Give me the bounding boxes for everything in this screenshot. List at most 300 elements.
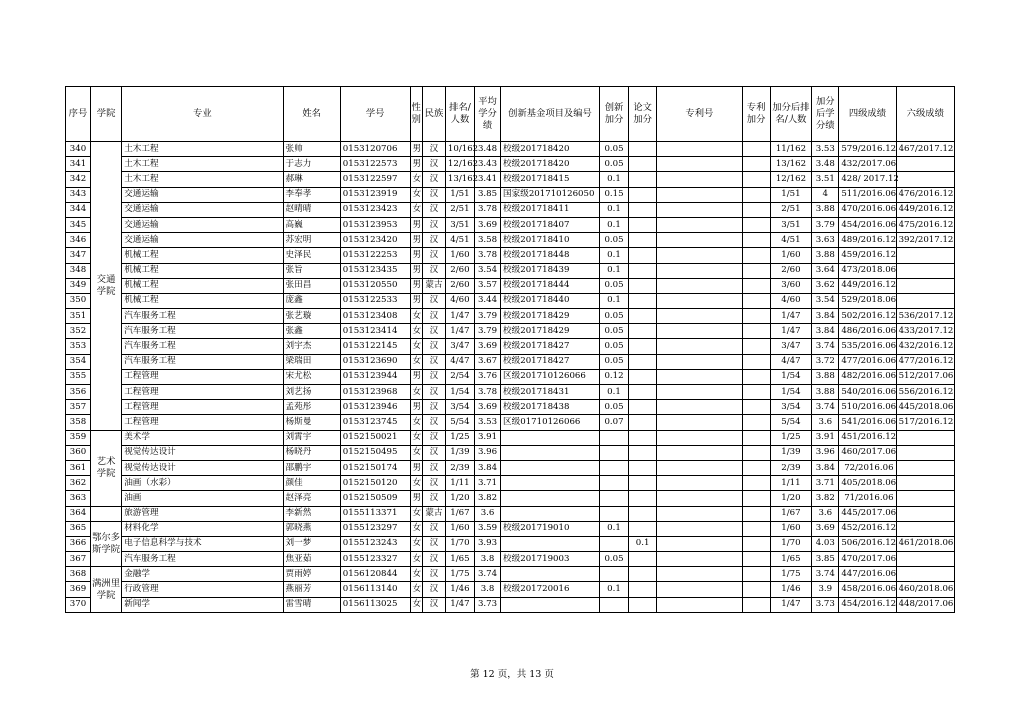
cell-patent-number (657, 552, 742, 567)
cell-patent-number (657, 400, 742, 415)
cell-cet6: 476/2016.12 (896, 187, 954, 202)
cell-gpa-after-bonus: 3.69 (812, 521, 839, 536)
cell-student-id: 0156113140 (340, 582, 410, 597)
cell-gender: 女 (410, 172, 422, 187)
cell-innovation-bonus: 0.1 (599, 293, 628, 308)
cell-cet6: 392/2017.12 (896, 233, 954, 248)
cell-gpa: 3.79 (475, 324, 501, 339)
cell-cet4: 482/2016.06 (839, 369, 896, 384)
cell-ethnicity: 汉 (423, 157, 446, 172)
cell-cet4: 470/2016.06 (839, 202, 896, 217)
cell-gpa-after-bonus: 3.74 (812, 400, 839, 415)
cell-ethnicity: 汉 (423, 491, 446, 506)
cell-cet6: 477/2016.12 (896, 354, 954, 369)
table-row (66, 142, 955, 157)
cell-project: 校级201718438 (501, 400, 600, 415)
cell-major: 交通运输 (122, 202, 283, 217)
cell-project: 校级201718427 (501, 339, 600, 354)
cell-college: 艺术 学院 (90, 430, 121, 506)
cell-student-id: 0153122533 (340, 293, 410, 308)
cell-seq: 362 (66, 476, 91, 491)
table-row (66, 567, 955, 582)
cell-name: 史泽民 (283, 248, 340, 263)
cell-major: 工程管理 (122, 385, 283, 400)
cell-gender: 女 (410, 324, 422, 339)
cell-name: 郝琳 (283, 172, 340, 187)
cell-gender: 男 (410, 142, 422, 157)
cell-rank-after-bonus: 1/47 (770, 597, 812, 612)
cell-project: 区级01710126066 (501, 415, 600, 430)
cell-paper-bonus (629, 248, 657, 263)
cell-name: 杨斯曼 (283, 415, 340, 430)
cell-major: 汽车服务工程 (122, 324, 283, 339)
cell-ethnicity: 汉 (423, 415, 446, 430)
cell-project: 校级201720016 (501, 582, 600, 597)
cell-paper-bonus (629, 506, 657, 521)
cell-innovation-bonus (599, 476, 628, 491)
cell-name: 邵鹏宇 (283, 460, 340, 475)
cell-patent-bonus (742, 217, 770, 232)
cell-gender: 女 (410, 521, 422, 536)
cell-gpa-after-bonus: 4.03 (812, 536, 839, 551)
cell-rank-after-bonus: 12/162 (770, 172, 812, 187)
table-row (66, 597, 955, 612)
cell-cet4: 540/2016.06 (839, 385, 896, 400)
cell-gpa-after-bonus: 3.88 (812, 248, 839, 263)
cell-gpa: 3.74 (475, 567, 501, 582)
cell-project: 校级201718448 (501, 248, 600, 263)
cell-cet4: 454/2016.06 (839, 217, 896, 232)
cell-patent-bonus (742, 233, 770, 248)
cell-student-id: 0152150021 (340, 430, 410, 445)
cell-rank: 1/47 (445, 324, 474, 339)
cell-student-id: 0153123944 (340, 369, 410, 384)
table-row (66, 354, 955, 369)
table-row (66, 324, 955, 339)
cell-gpa-after-bonus: 3.71 (812, 476, 839, 491)
cell-paper-bonus (629, 309, 657, 324)
cell-major: 工程管理 (122, 400, 283, 415)
cell-seq: 368 (66, 567, 91, 582)
cell-patent-number (657, 521, 742, 536)
cell-student-id: 0153123414 (340, 324, 410, 339)
cell-gpa: 3.76 (475, 369, 501, 384)
cell-gender: 女 (410, 445, 422, 460)
table-row (66, 415, 955, 430)
table-row (66, 536, 955, 551)
cell-patent-bonus (742, 263, 770, 278)
header-college: 学院 (90, 87, 121, 142)
cell-rank-after-bonus: 1/46 (770, 582, 812, 597)
cell-innovation-bonus: 0.05 (599, 339, 628, 354)
cell-innovation-bonus: 0.12 (599, 369, 628, 384)
cell-gpa-after-bonus: 3.62 (812, 278, 839, 293)
cell-patent-number (657, 597, 742, 612)
cell-rank-after-bonus: 1/47 (770, 309, 812, 324)
table-row (66, 233, 955, 248)
cell-patent-number (657, 293, 742, 308)
table-row (66, 491, 955, 506)
cell-gpa: 3.69 (475, 339, 501, 354)
cell-paper-bonus (629, 202, 657, 217)
cell-gender: 男 (410, 233, 422, 248)
table-row (66, 202, 955, 217)
cell-cet6 (896, 263, 954, 278)
cell-gender: 男 (410, 293, 422, 308)
cell-rank-after-bonus: 2/51 (770, 202, 812, 217)
cell-cet6 (896, 476, 954, 491)
cell-paper-bonus (629, 339, 657, 354)
cell-patent-number (657, 460, 742, 475)
cell-gpa-after-bonus: 3.85 (812, 552, 839, 567)
cell-ethnicity: 汉 (423, 445, 446, 460)
cell-rank: 1/54 (445, 385, 474, 400)
cell-gpa-after-bonus: 3.74 (812, 567, 839, 582)
cell-gender: 女 (410, 567, 422, 582)
cell-cet4: 405/2018.06 (839, 476, 896, 491)
cell-student-id: 0152150120 (340, 476, 410, 491)
cell-gpa-after-bonus: 3.9 (812, 582, 839, 597)
cell-innovation-bonus: 0.05 (599, 233, 628, 248)
header-rank: 排名/人数 (445, 87, 474, 142)
cell-student-id: 0153123435 (340, 263, 410, 278)
cell-paper-bonus (629, 157, 657, 172)
cell-cet4: 452/2016.12 (839, 521, 896, 536)
cell-ethnicity: 汉 (423, 309, 446, 324)
cell-patent-bonus (742, 536, 770, 551)
cell-patent-bonus (742, 460, 770, 475)
cell-name: 张鑫 (283, 324, 340, 339)
cell-innovation-bonus: 0.05 (599, 354, 628, 369)
cell-name: 杨晓丹 (283, 445, 340, 460)
cell-innovation-bonus: 0.1 (599, 248, 628, 263)
cell-ethnicity: 蒙古 (423, 506, 446, 521)
cell-innovation-bonus: 0.1 (599, 385, 628, 400)
cell-patent-number (657, 385, 742, 400)
table-row (66, 248, 955, 263)
cell-ethnicity: 汉 (423, 142, 446, 157)
cell-gpa-after-bonus: 3.54 (812, 293, 839, 308)
cell-cet4: 486/2016.06 (839, 324, 896, 339)
cell-rank: 1/11 (445, 476, 474, 491)
cell-gpa-after-bonus: 3.72 (812, 354, 839, 369)
cell-student-id: 0155113371 (340, 506, 410, 521)
cell-student-id: 0153123423 (340, 202, 410, 217)
cell-seq: 340 (66, 142, 91, 157)
cell-cet6: 517/2016.12 (896, 415, 954, 430)
cell-name: 刘宇杰 (283, 339, 340, 354)
cell-cet6: 461/2018.06 (896, 536, 954, 551)
cell-rank-after-bonus: 4/51 (770, 233, 812, 248)
cell-cet6: 460/2018.06 (896, 582, 954, 597)
cell-seq: 370 (66, 597, 91, 612)
cell-cet4: 535/2016.06 (839, 339, 896, 354)
cell-name: 燕丽芳 (283, 582, 340, 597)
cell-innovation-bonus: 0.15 (599, 187, 628, 202)
cell-project (501, 476, 600, 491)
cell-seq: 359 (66, 430, 91, 445)
cell-patent-bonus (742, 172, 770, 187)
cell-name: 高巍 (283, 217, 340, 232)
cell-patent-bonus (742, 415, 770, 430)
cell-gender: 男 (410, 400, 422, 415)
cell-paper-bonus (629, 278, 657, 293)
cell-project: 校级201719010 (501, 521, 600, 536)
cell-innovation-bonus: 0.05 (599, 278, 628, 293)
cell-ethnicity: 汉 (423, 552, 446, 567)
cell-cet4: 445/2017.06 (839, 506, 896, 521)
cell-major: 土木工程 (122, 142, 283, 157)
cell-gpa: 3.44 (475, 293, 501, 308)
cell-patent-number (657, 339, 742, 354)
cell-name: 张田昌 (283, 278, 340, 293)
cell-ethnicity: 汉 (423, 567, 446, 582)
cell-seq: 349 (66, 278, 91, 293)
table-row (66, 157, 955, 172)
cell-major: 机械工程 (122, 278, 283, 293)
cell-major: 汽车服务工程 (122, 552, 283, 567)
cell-gpa: 3.67 (475, 354, 501, 369)
cell-project: 校级201718411 (501, 202, 600, 217)
cell-paper-bonus (629, 354, 657, 369)
cell-major: 土木工程 (122, 157, 283, 172)
cell-gender: 男 (410, 460, 422, 475)
cell-patent-bonus (742, 506, 770, 521)
cell-ethnicity: 汉 (423, 248, 446, 263)
cell-cet4: 432/2017.06 (839, 157, 896, 172)
cell-patent-bonus (742, 369, 770, 384)
cell-project: 校级201718439 (501, 263, 600, 278)
cell-name: 庞鑫 (283, 293, 340, 308)
cell-seq: 355 (66, 369, 91, 384)
cell-name: 焦亚茹 (283, 552, 340, 567)
cell-patent-number (657, 476, 742, 491)
cell-paper-bonus (629, 415, 657, 430)
table-row (66, 521, 955, 536)
cell-patent-bonus (742, 324, 770, 339)
cell-patent-number (657, 263, 742, 278)
cell-student-id: 0152150495 (340, 445, 410, 460)
cell-innovation-bonus (599, 430, 628, 445)
cell-rank: 1/47 (445, 309, 474, 324)
cell-patent-number (657, 157, 742, 172)
cell-cet4: 470/2017.06 (839, 552, 896, 567)
cell-cet6 (896, 552, 954, 567)
cell-patent-bonus (742, 278, 770, 293)
cell-project (501, 536, 600, 551)
cell-paper-bonus: 0.1 (629, 536, 657, 551)
cell-ethnicity: 汉 (423, 597, 446, 612)
header-gender: 性别 (410, 87, 422, 142)
cell-patent-bonus (742, 309, 770, 324)
table-row (66, 217, 955, 232)
cell-rank: 3/47 (445, 339, 474, 354)
cell-ethnicity: 汉 (423, 202, 446, 217)
cell-name: 雷雪晴 (283, 597, 340, 612)
cell-seq: 356 (66, 385, 91, 400)
cell-gpa-after-bonus: 3.79 (812, 217, 839, 232)
cell-gpa: 3.41 (475, 172, 501, 187)
cell-cet6: 448/2017.06 (896, 597, 954, 612)
cell-project: 校级201718440 (501, 293, 600, 308)
cell-paper-bonus (629, 385, 657, 400)
cell-paper-bonus (629, 552, 657, 567)
table-row (66, 400, 955, 415)
cell-patent-bonus (742, 597, 770, 612)
cell-gpa-after-bonus: 3.82 (812, 491, 839, 506)
cell-seq: 353 (66, 339, 91, 354)
cell-student-id: 0156113025 (340, 597, 410, 612)
cell-patent-number (657, 217, 742, 232)
cell-project: 校级201718410 (501, 233, 600, 248)
cell-patent-bonus (742, 567, 770, 582)
cell-paper-bonus (629, 324, 657, 339)
cell-seq: 364 (66, 506, 91, 521)
header-cet6: 六级成绩 (896, 87, 954, 142)
cell-rank: 1/25 (445, 430, 474, 445)
cell-name: 贾雨婷 (283, 567, 340, 582)
table-row (66, 460, 955, 475)
cell-rank: 3/51 (445, 217, 474, 232)
cell-innovation-bonus: 0.07 (599, 415, 628, 430)
cell-cet6 (896, 506, 954, 521)
cell-major: 汽车服务工程 (122, 354, 283, 369)
cell-student-id: 0153123953 (340, 217, 410, 232)
cell-gender: 男 (410, 217, 422, 232)
cell-major: 电子信息科学与技术 (122, 536, 283, 551)
cell-ethnicity: 汉 (423, 354, 446, 369)
cell-paper-bonus (629, 491, 657, 506)
cell-cet6 (896, 172, 954, 187)
cell-patent-bonus (742, 400, 770, 415)
cell-patent-bonus (742, 142, 770, 157)
cell-project (501, 460, 600, 475)
cell-rank-after-bonus: 1/54 (770, 385, 812, 400)
cell-cet4: 428/ 2017.12 (839, 172, 896, 187)
cell-innovation-bonus: 0.1 (599, 202, 628, 217)
cell-seq: 358 (66, 415, 91, 430)
cell-patent-number (657, 430, 742, 445)
cell-gpa-after-bonus: 3.84 (812, 309, 839, 324)
cell-patent-bonus (742, 445, 770, 460)
header-student-id: 学号 (340, 87, 410, 142)
cell-seq: 341 (66, 157, 91, 172)
cell-cet4: 71/2016.06 (839, 491, 896, 506)
header-seq: 序号 (66, 87, 91, 142)
cell-project (501, 506, 600, 521)
cell-gpa: 3.79 (475, 309, 501, 324)
cell-name: 于志力 (283, 157, 340, 172)
cell-patent-bonus (742, 339, 770, 354)
header-patent-bonus: 专利加分 (742, 87, 770, 142)
cell-paper-bonus (629, 172, 657, 187)
cell-major: 交通运输 (122, 187, 283, 202)
cell-gpa: 3.8 (475, 552, 501, 567)
cell-student-id: 0153123968 (340, 385, 410, 400)
table-row (66, 339, 955, 354)
cell-gpa-after-bonus: 3.53 (812, 142, 839, 157)
cell-cet4: 529/2018.06 (839, 293, 896, 308)
cell-seq: 357 (66, 400, 91, 415)
cell-gpa: 3.6 (475, 506, 501, 521)
cell-project (501, 445, 600, 460)
cell-rank-after-bonus: 3/60 (770, 278, 812, 293)
cell-rank: 1/39 (445, 445, 474, 460)
cell-college (90, 506, 121, 521)
cell-seq: 346 (66, 233, 91, 248)
cell-rank-after-bonus: 1/47 (770, 324, 812, 339)
cell-rank: 4/47 (445, 354, 474, 369)
cell-ethnicity: 汉 (423, 217, 446, 232)
cell-gpa-after-bonus: 3.6 (812, 415, 839, 430)
cell-cet6 (896, 430, 954, 445)
header-gpa-after-bonus: 加分后学分绩 (812, 87, 839, 142)
cell-cet4: 459/2016.12 (839, 248, 896, 263)
cell-rank: 13/162 (445, 172, 474, 187)
cell-seq: 365 (66, 521, 91, 536)
cell-paper-bonus (629, 217, 657, 232)
cell-project: 校级201718420 (501, 157, 600, 172)
cell-gpa: 3.91 (475, 430, 501, 445)
cell-ethnicity: 汉 (423, 536, 446, 551)
cell-ethnicity: 汉 (423, 263, 446, 278)
cell-major: 金融学 (122, 567, 283, 582)
cell-cet4: 506/2016.12 (839, 536, 896, 551)
cell-rank: 4/60 (445, 293, 474, 308)
cell-cet6: 512/2017.06 (896, 369, 954, 384)
cell-name: 苏宏明 (283, 233, 340, 248)
cell-student-id: 0153122573 (340, 157, 410, 172)
cell-rank: 1/51 (445, 187, 474, 202)
cell-gpa-after-bonus: 3.88 (812, 385, 839, 400)
cell-paper-bonus (629, 142, 657, 157)
cell-cet6: 433/2017.12 (896, 324, 954, 339)
cell-project: 国家级201710126050 (501, 187, 600, 202)
cell-rank-after-bonus: 3/51 (770, 217, 812, 232)
cell-cet6 (896, 293, 954, 308)
cell-cet6 (896, 460, 954, 475)
cell-student-id: 0153123690 (340, 354, 410, 369)
cell-gender: 女 (410, 430, 422, 445)
cell-rank: 1/70 (445, 536, 474, 551)
table-row (66, 445, 955, 460)
cell-major: 视觉传达设计 (122, 445, 283, 460)
cell-innovation-bonus: 0.05 (599, 552, 628, 567)
cell-patent-bonus (742, 157, 770, 172)
table-row (66, 263, 955, 278)
cell-student-id: 0153120706 (340, 142, 410, 157)
cell-paper-bonus (629, 263, 657, 278)
cell-gpa-after-bonus: 3.73 (812, 597, 839, 612)
cell-gpa-after-bonus: 3.88 (812, 202, 839, 217)
cell-patent-bonus (742, 476, 770, 491)
header-name: 姓名 (283, 87, 340, 142)
cell-gpa-after-bonus: 3.6 (812, 506, 839, 521)
cell-rank: 1/60 (445, 248, 474, 263)
cell-innovation-bonus: 0.1 (599, 582, 628, 597)
header-patent-number: 专利号 (657, 87, 742, 142)
cell-major: 机械工程 (122, 293, 283, 308)
cell-cet4: 510/2016.06 (839, 400, 896, 415)
cell-paper-bonus (629, 369, 657, 384)
cell-major: 土木工程 (122, 172, 283, 187)
cell-patent-number (657, 369, 742, 384)
header-gpa: 平均学分绩 (475, 87, 501, 142)
cell-gender: 女 (410, 385, 422, 400)
cell-cet4: 449/2016.12 (839, 278, 896, 293)
cell-rank-after-bonus: 1/54 (770, 369, 812, 384)
cell-name: 张艺璇 (283, 309, 340, 324)
